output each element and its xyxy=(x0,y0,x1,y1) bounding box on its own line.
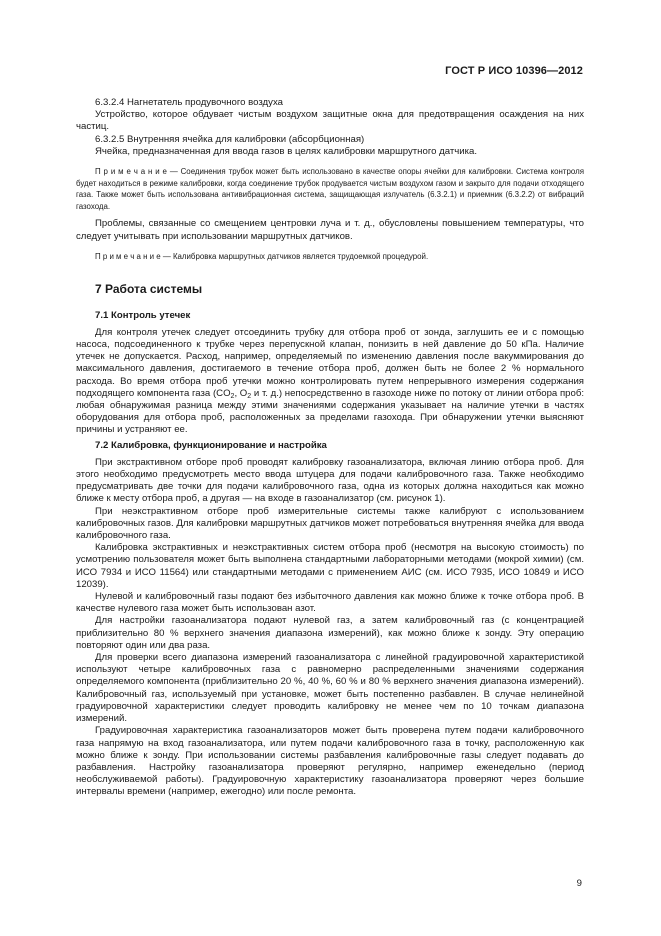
clause-6-3-2-4-text: Устройство, которое обдувает чистым воздухом защитные окна для предотвращения осаждения на них частиц. xyxy=(76,109,584,133)
note-calibration-labor: П р и м е ч а н и е — Калибровка маршрутных датчиков является трудоемкой процедурой. xyxy=(95,251,429,261)
section-7-2-paragraph-4: Нулевой и калибровочный газы подают без избыточного давления как можно ближе к точке отбора проб. В качестве нулевого газа может быть использован азот. xyxy=(76,591,584,615)
leak-text-part3: и т. д.) непосредственно в газоходе ниже по потоку от линии отбора проб: любая обнаружимая разница между этими значениями содержания указывает на наличие утечки в частях оборудования для отбора проб, расположенных за пределами газохода. При обнаружении утечки выясняют причины и устраняют ее. xyxy=(76,387,584,436)
clause-6-3-2-5-text: Ячейка, предназначенная для ввода газов в целях калибровки маршрутного датчика. xyxy=(95,145,477,157)
section-7-2-paragraph-2: При неэкстрактивном отборе проб измерительные системы также калибруют с использованием калибровочных газов. Для калибровки маршрутных датчиков может потребоваться внутренняя ячейка для ввода калибровочного газа. xyxy=(76,505,584,542)
leak-text-part1: Для контроля утечек следует отсоединить трубку для отбора проб от зонда, заглушить ее и с помощью насоса, подсоединенного к трубке через перепускной клапан, понизить в ней давление до 50 кПа. Наличие утечек не допускается. Расход, например, определяемый по изменению давления после вакуммирования до максимального давления, достигаемого в течение отбора проб, должен быть не более 2 % нормального расхода. Во время отбора проб утечки можно контролировать путем непрерывного измерения содержания подходящего компонента газа (CO xyxy=(76,326,584,399)
standard-header: ГОСТ Р ИСО 10396—2012 xyxy=(445,65,583,77)
document-body xyxy=(76,97,584,799)
section-7-2-paragraph-5: Для настройки газоанализатора подают нулевой газ, а затем калибровочный газ (с концентрацией приблизительно 80 % верхнего значения диапазона измерений), как можно ближе к зонду. Эту операцию повторяют один или два раза. xyxy=(76,615,584,651)
section-7-2-paragraph-1: При экстрактивном отборе проб проводят калибровку газоанализатора, включая линию отбора проб. Для этого необходимо предусмотреть место ввода штуцера для подачи калибровочного газа. Также необходимо предусматривать две точки для подачи калибровочного газа, одна из которых должна находиться как можно ближе к месту отбора проб, а другая — на входе в газоанализатор (см. рисунок 1). xyxy=(76,456,584,505)
section-7-2-paragraph-6: Для проверки всего диапазона измерений газоанализатора с линейной градуировочной характеристикой используют четыре калибровочных газа с равномерно распределенными значениями содержания определяемого компонента (приблизительно 20 %, 40 %, 60 % и 80 % верхнего значения диапазона измерений). Калибровочный газ, используемый при установке, может быть постепенно разбавлен. В случае нелинейной градуировочной характеристики следует проводить калибровку не менее чем по 10 точкам диапазона измерений. xyxy=(76,652,584,725)
page-number: 9 xyxy=(576,878,582,889)
clause-6-3-2-5-title: 6.3.2.5 Внутренняя ячейка для калибровки (абсорбционная) xyxy=(95,133,365,145)
section-7-2-title: 7.2 Калибровка, функционирование и настройка xyxy=(95,439,327,451)
section-7-1-title: 7.1 Контроль утечек xyxy=(95,309,191,321)
o2-subscript: 2 xyxy=(247,392,252,400)
paragraph-alignment-problems: Проблемы, связанные со смещением центровки луча и т. д., обусловлены повышением температуры, что следует учитывать при использовании маршрутных датчиков. xyxy=(76,218,584,242)
section-7-2-paragraph-3: Калибровка экстрактивных и неэкстрактивных систем отбора проб (несмотря на высокую стоимость) по усмотрению пользователя может быть выполнена стандартными лабораторными методами (мокрой химии) (см. ИСО 7934 и ИСО 11564) или стандартными методами с применением АИС (см. ИСО 7935, ИСО 10849 и ИСО 12039). xyxy=(76,542,584,590)
co2-subscript: 2 xyxy=(230,392,235,400)
section-7-title: 7 Работа системы xyxy=(95,282,203,297)
section-7-2-paragraph-7: Градуировочная характеристика газоанализаторов может быть проверена путем подачи калибровочного газа напрямую на вход газоанализатора, или путем подачи калибровочного газа в точку, расположенную как можно ближе к зонду. При использовании системы разбавления калибровочные газы следует подавать до разбавления. Настройку газоанализатора проверяют регулярно, например еженедельно (период необслуживаемой работы). Градуировочную характеристику газоанализатора проверяют через большие интервалы времени (например, ежегодно) или после ремонта. xyxy=(76,725,584,798)
clause-6-3-2-4-title: 6.3.2.4 Нагнетатель продувочного воздуха xyxy=(95,97,283,108)
leak-text-part2: , O xyxy=(234,387,248,399)
note-tube-connection: П р и м е ч а н и е — Соединения трубок может быть использовано в качестве опоры ячейки для калибровки. Система контроля будет находиться в режиме калибровки, когда соединение трубок продувается чистым воздухом газом и закрыто для подачи отходящего газа. Также может быть использована антивибрационная система, защищающая излучатель (6.3.2.1) и приемник (6.3.2.2) от вибраций газохода. xyxy=(76,167,584,211)
section-7-1-paragraph xyxy=(76,327,584,437)
